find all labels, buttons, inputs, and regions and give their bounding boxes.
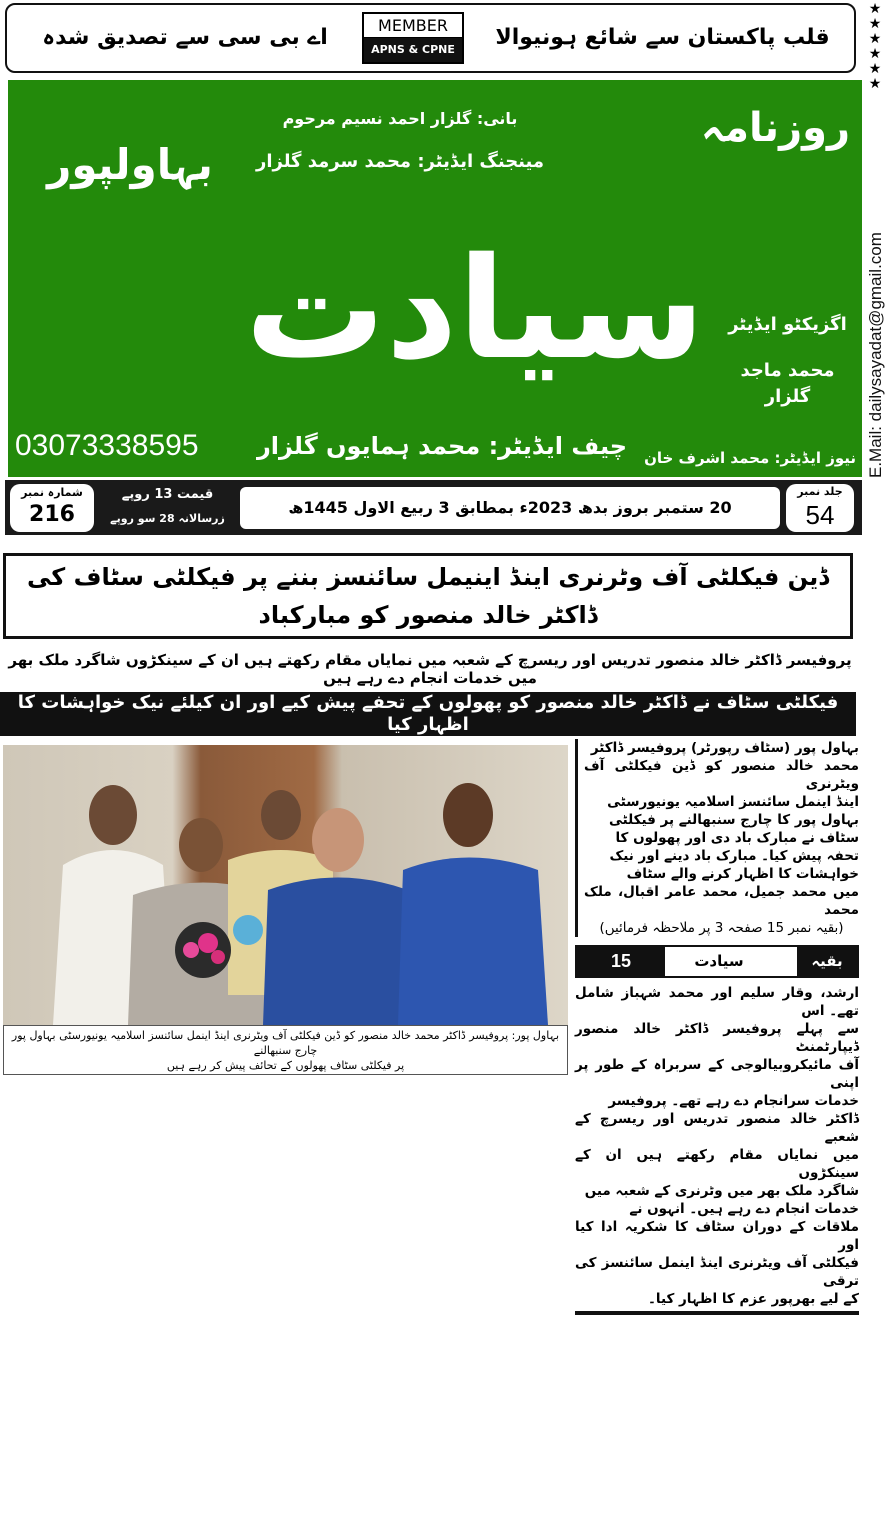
top-banner-right-text: قلب پاکستان سے شائع ہونیوالا bbox=[495, 25, 830, 50]
continuation-header bbox=[575, 945, 859, 978]
member-badge bbox=[362, 12, 464, 64]
annual-price: زرسالانہ 28 سو روپے bbox=[110, 512, 225, 525]
founder: بانی: گلزار احمد نسیم مرحوم bbox=[282, 109, 518, 128]
issue-label: شمارہ نمبر bbox=[21, 486, 83, 499]
body-line: سٹاف نے مبارک باد دی اور پھولوں کا bbox=[615, 830, 859, 846]
email-text: E.Mail: dailysayadat@gmail.com bbox=[866, 232, 885, 478]
body-line: خدمات انجام دے رہے ہیں۔ انہوں نے bbox=[629, 1201, 859, 1217]
subheadline: پروفیسر ڈاکٹر خالد منصور تدریس اور ریسرچ کے شعبہ میں نمایاں مقام رکھتے ہیں ان کے سینکڑوں شاگرد ملک بھر میں خدمات انجام دے رہے ہیں bbox=[8, 651, 852, 687]
news-editor: نیوز ایڈیٹر: محمد اشرف خان bbox=[644, 449, 856, 467]
price: قیمت 13 روپے bbox=[121, 487, 214, 502]
body-line: اینڈ اینمل سائنسز اسلامیہ یونیورسٹی bbox=[607, 794, 859, 810]
volume-label: جلد نمبر bbox=[797, 485, 843, 498]
caption-line-1: بہاول پور: پروفیسر ڈاکٹر محمد خالد منصور کو ڈین فیکلٹی آف ویٹرنری اینڈ اینمل سائنسز اسلامیہ یونیورسٹی بہاول پور چارج سنبھالنے bbox=[11, 1029, 560, 1057]
body-line: آف مائیکروبیالوجی کے سربراہ کے طور پر اپنی bbox=[575, 1057, 859, 1091]
continuation-note: (بقیہ نمبر 15 صفحہ 3 پر ملاحظہ فرمائیں) bbox=[599, 920, 844, 936]
masthead-daily: روزنامہ bbox=[700, 105, 850, 151]
continued-body bbox=[575, 984, 859, 1315]
body-line: خدمات سرانجام دے رہے تھے۔ پروفیسر bbox=[608, 1093, 859, 1109]
body-line: کے لیے بھرپور عزم کا اظہار کیا۔ bbox=[647, 1291, 859, 1307]
body-line: سے پہلے پروفیسر ڈاکٹر خالد منصور ڈیپارٹمنٹ bbox=[575, 1021, 859, 1055]
continuation-label: بقیہ bbox=[797, 947, 857, 976]
issue-date: 20 ستمبر بروز بدھ 2023ء بمطابق 3 ربیع الاول 1445ھ bbox=[240, 487, 780, 529]
continuation-number: 15 bbox=[577, 947, 665, 976]
phone-number: 03073338595 bbox=[15, 429, 199, 462]
headline: ڈین فیکلٹی آف وٹرنری اینڈ اینیمل سائنسز بننے پر فیکلٹی سٹاف کی ڈاکٹر خالد منصور کو مبارکباد bbox=[3, 553, 853, 639]
stars-icon: ★★★★★★ bbox=[868, 1, 882, 92]
body-line: ملاقات کے دوران سٹاف کا شکریہ ادا کیا اور bbox=[575, 1219, 859, 1253]
volume-number: 54 bbox=[805, 500, 835, 530]
member-badge-line1: MEMBER bbox=[364, 14, 462, 38]
member-badge-line2: APNS & CPNE bbox=[364, 38, 462, 62]
right-column bbox=[575, 739, 859, 1315]
body-line: میں نمایاں مقام رکھتے ہیں ان کے سینکڑوں bbox=[575, 1147, 859, 1181]
masthead-city: بہاولپور bbox=[47, 140, 213, 189]
volume-box bbox=[786, 484, 854, 532]
executive-editor-title: اگزیکٹو ایڈیٹر bbox=[728, 314, 847, 335]
masthead-title: سیادت bbox=[245, 228, 705, 391]
body-line: میں محمد جمیل، محمد عامر اقبال، ملک محمد bbox=[584, 884, 859, 918]
body-line: شاگرد ملک بھر میں وٹرنری کے شعبہ میں bbox=[584, 1183, 859, 1199]
body-line: بہاول پور کا چارج سنبھالنے پر فیکلٹی bbox=[609, 812, 859, 828]
top-banner-left-text: اے بی سی سے تصدیق شدہ bbox=[42, 25, 328, 50]
article-body bbox=[575, 739, 859, 937]
body-line: تحفہ پیش کیا۔ مبارک باد دینے اور نیک bbox=[609, 848, 859, 864]
body-line: بہاول پور (سٹاف رپورٹر) پروفیسر ڈاکٹر bbox=[590, 740, 859, 756]
banner-headline: فیکلٹی سٹاف نے ڈاکٹر خالد منصور کو پھولوں کے تحفے پیش کیے اور ان کیلئے نیک خواہشات کا اظہار کیا bbox=[0, 692, 856, 736]
managing-editor: مینجنگ ایڈیٹر: محمد سرمد گلزار bbox=[255, 151, 545, 172]
issue-number-box bbox=[10, 484, 94, 532]
photo-caption bbox=[3, 1025, 568, 1075]
issue-number: 216 bbox=[29, 502, 75, 527]
news-photo bbox=[3, 745, 568, 1025]
body-line: فیکلٹی آف ویٹرنری اینڈ اینمل سائنسز کی ترقی bbox=[575, 1255, 859, 1289]
continuation-paper: سیادت bbox=[694, 952, 744, 970]
body-line: خواہشات کا اظہار کرنے والے سٹاف bbox=[626, 866, 859, 882]
people-photo-illustration bbox=[3, 745, 568, 1025]
body-line: ڈاکٹر خالد منصور تدریس اور ریسرچ کے شعبے bbox=[575, 1111, 859, 1145]
body-line: محمد خالد منصور کو ڈین فیکلٹی آف ویٹرنری bbox=[584, 758, 859, 792]
chief-editor: چیف ایڈیٹر: محمد ہمایوں گلزار bbox=[256, 432, 628, 460]
executive-editor-name: محمد ماجد گلزار bbox=[740, 360, 835, 407]
body-line: ارشد، وقار سلیم اور محمد شہباز شامل تھے۔ اس bbox=[575, 985, 859, 1019]
caption-line-2: پر فیکلٹی سٹاف پھولوں کے تحائف پیش کر رہے ہیں bbox=[166, 1059, 405, 1072]
